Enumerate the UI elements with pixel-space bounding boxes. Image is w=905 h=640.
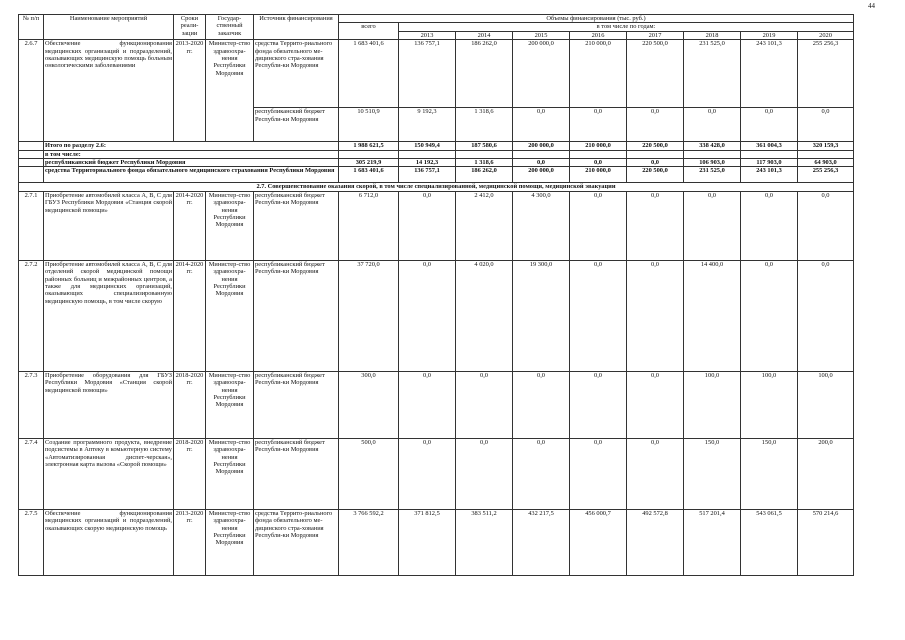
row-total: 3 766 592,2 xyxy=(339,509,399,575)
row-value: 106 903,0 xyxy=(684,159,741,167)
row-term: 2014-2020 гг. xyxy=(174,191,206,260)
totals-row xyxy=(19,167,854,183)
row-value: 210 000,0 xyxy=(570,167,627,183)
row-value: 0,0 xyxy=(741,191,798,260)
row-value: 0,0 xyxy=(513,159,570,167)
row-value: 150 949,4 xyxy=(399,142,456,150)
row-value: 0,0 xyxy=(684,108,741,142)
row-number: 2.7.5 xyxy=(19,509,44,575)
row-value: 0,0 xyxy=(627,438,684,509)
row-value: 186 262,0 xyxy=(456,40,513,108)
row-name: Обеспечение функционирования медицинских организаций и подразделений, оказывающих скорую медицинскую помощь xyxy=(44,509,174,575)
row-value: 0,0 xyxy=(570,260,627,371)
header-year: 2018 xyxy=(684,31,741,39)
header-name: Наименование мероприятий xyxy=(44,15,174,40)
row-total: 1 683 401,6 xyxy=(339,40,399,108)
row-value: 220 500,0 xyxy=(627,142,684,150)
row-value: 210 000,0 xyxy=(570,40,627,108)
row-value: 432 217,5 xyxy=(513,509,570,575)
header-year: 2015 xyxy=(513,31,570,39)
totals-label: средства Территориального фонда обязательного медицинского страхования Республики Мордовия xyxy=(44,167,339,183)
row-value: 0,0 xyxy=(741,260,798,371)
row-value: 0,0 xyxy=(570,191,627,260)
row-source: средства Террито-риального фонда обязательного ме-дицинского стра-хования Республи-ки Мордовия xyxy=(254,40,339,108)
row-total: 6 712,0 xyxy=(339,191,399,260)
row-value: 0,0 xyxy=(570,108,627,142)
section-title: 2.7. Совершенствование оказания скорой, в том числе специализированной, медицинской помощи, медицинской эвакуации xyxy=(19,183,854,191)
row-value: 220 500,0 xyxy=(627,167,684,183)
row-customer: Министер-ство здравоохра-нения Республики Мордовия xyxy=(206,509,254,575)
row-value: 19 300,0 xyxy=(513,260,570,371)
row-value: 14 192,3 xyxy=(399,159,456,167)
header-year: 2019 xyxy=(741,31,798,39)
row-value: 0,0 xyxy=(513,371,570,438)
row-customer: Министер-ство здравоохра-нения Республики Мордовия xyxy=(206,260,254,371)
header-year: 2013 xyxy=(399,31,456,39)
row-value: 0,0 xyxy=(798,191,854,260)
totals-row xyxy=(19,159,854,167)
header-term: Сроки реали-зации xyxy=(174,15,206,40)
financing-table xyxy=(18,14,854,576)
row-total: 37 720,0 xyxy=(339,260,399,371)
row-value: 4 020,0 xyxy=(456,260,513,371)
row-value: 0,0 xyxy=(570,438,627,509)
row-customer: Министер-ство здравоохра-нения Республики Мордовия xyxy=(206,191,254,260)
row-name: Приобретение автомобилей класса А, В, С для отделений скорой медицинской помощи районных больниц и межрайонных центров, а также для медицинских организаций, оказывающих специализированную медицинскую помощь, в том числе скорую xyxy=(44,260,174,371)
header-year: 2014 xyxy=(456,31,513,39)
row-name: Создание программного продукта, внедрение подсистемы в Аптеку в комьютерную систему «Автоматизированная диспет-черская», электронная карта вызова «Скорой помощи» xyxy=(44,438,174,509)
row-value: 0,0 xyxy=(456,438,513,509)
row-value: 543 061,5 xyxy=(741,509,798,575)
row-value: 0,0 xyxy=(513,438,570,509)
row-value: 0,0 xyxy=(627,371,684,438)
row-value: 231 525,0 xyxy=(684,167,741,183)
row-value: 200 000,0 xyxy=(513,40,570,108)
totals-label: республиканский бюджет Республики Мордовия xyxy=(44,159,339,167)
row-total: 1 988 621,5 xyxy=(339,142,399,150)
row-value: 0,0 xyxy=(399,438,456,509)
row-value: 243 101,3 xyxy=(741,167,798,183)
table-row xyxy=(19,191,854,260)
row-value: 0,0 xyxy=(627,108,684,142)
row-value: 100,0 xyxy=(741,371,798,438)
row-value: 0,0 xyxy=(399,371,456,438)
row-value: 200 000,0 xyxy=(513,142,570,150)
header-customer: Государ-ственный заказчик xyxy=(206,15,254,40)
row-value: 517 201,4 xyxy=(684,509,741,575)
row-total: 305 219,9 xyxy=(339,159,399,167)
section-row xyxy=(19,183,854,191)
row-source: республиканский бюджет Республи-ки Мордовия xyxy=(254,260,339,371)
table-row xyxy=(19,40,854,108)
row-value: 0,0 xyxy=(399,191,456,260)
row-value: 0,0 xyxy=(627,191,684,260)
row-source: республиканский бюджет Республи-ки Мордовия xyxy=(254,108,339,142)
row-value: 255 256,3 xyxy=(798,40,854,108)
row-value: 0,0 xyxy=(741,108,798,142)
row-value: 0,0 xyxy=(684,191,741,260)
header-total: всего xyxy=(339,23,399,40)
totals-row xyxy=(19,142,854,150)
row-value: 371 812,5 xyxy=(399,509,456,575)
row-name: Приобретение оборудования для ГБУЗ Республики Мордовия «Станция скорой медицинской помощи» xyxy=(44,371,174,438)
row-customer: Министер-ство здравоохра-нения Республики Мордовия xyxy=(206,438,254,509)
table-row xyxy=(19,509,854,575)
row-value: 150,0 xyxy=(741,438,798,509)
row-value: 150,0 xyxy=(684,438,741,509)
row-value: 361 004,3 xyxy=(741,142,798,150)
header-year: 2020 xyxy=(798,31,854,39)
row-value: 570 214,6 xyxy=(798,509,854,575)
row-value: 200,0 xyxy=(798,438,854,509)
row-value: 456 000,7 xyxy=(570,509,627,575)
header-source: Источник финансирования xyxy=(254,15,339,40)
row-value: 0,0 xyxy=(399,260,456,371)
row-number: 2.7.2 xyxy=(19,260,44,371)
row-value: 383 511,2 xyxy=(456,509,513,575)
row-value: 100,0 xyxy=(798,371,854,438)
row-source: республиканский бюджет Республи-ки Мордовия xyxy=(254,191,339,260)
header-row-1 xyxy=(19,15,854,23)
row-total: 10 510,9 xyxy=(339,108,399,142)
row-source: республиканский бюджет Республи-ки Мордовия xyxy=(254,371,339,438)
row-value: 231 525,0 xyxy=(684,40,741,108)
row-value: 2 412,0 xyxy=(456,191,513,260)
row-name: Приобретение автомобилей класса А, В, С для ГБУЗ Республики Мордовия «Станция скорой медицинской помощи» xyxy=(44,191,174,260)
row-value: 0,0 xyxy=(456,371,513,438)
row-term: 2018-2020 гг. xyxy=(174,438,206,509)
row-name: Обеспечение функционирования медицинских организаций и подразделений, оказывающих медицинскую помощь больным онкологическими заболеваниями xyxy=(44,40,174,142)
row-value: 0,0 xyxy=(798,108,854,142)
header-year: 2017 xyxy=(627,31,684,39)
row-number: 2.7.1 xyxy=(19,191,44,260)
row-value: 492 572,8 xyxy=(627,509,684,575)
row-value: 64 903,0 xyxy=(798,159,854,167)
row-value: 100,0 xyxy=(684,371,741,438)
row-value: 243 101,3 xyxy=(741,40,798,108)
row-number: 2.7.3 xyxy=(19,371,44,438)
row-value: 0,0 xyxy=(627,159,684,167)
totals-row xyxy=(19,150,854,158)
row-value: 320 159,3 xyxy=(798,142,854,150)
table-row xyxy=(19,260,854,371)
row-value: 0,0 xyxy=(570,159,627,167)
row-value: 338 428,0 xyxy=(684,142,741,150)
totals-label: Итого по разделу 2.6: xyxy=(44,142,339,150)
row-value: 200 000,0 xyxy=(513,167,570,183)
row-customer: Министер-ство здравоохра-нения Республики Мордовия xyxy=(206,40,254,142)
row-value: 136 757,1 xyxy=(399,40,456,108)
row-value: 186 262,0 xyxy=(456,167,513,183)
row-customer: Министер-ство здравоохра-нения Республики Мордовия xyxy=(206,371,254,438)
header-no: № п/п xyxy=(19,15,44,40)
row-value: 0,0 xyxy=(570,371,627,438)
row-value: 136 757,1 xyxy=(399,167,456,183)
row-source: республиканский бюджет Республи-ки Мордовия xyxy=(254,438,339,509)
row-term: 2014-2020 гг. xyxy=(174,260,206,371)
row-value: 9 192,3 xyxy=(399,108,456,142)
row-value: 0,0 xyxy=(798,260,854,371)
row-value: 220 500,0 xyxy=(627,40,684,108)
row-value: 0,0 xyxy=(513,108,570,142)
row-total: 500,0 xyxy=(339,438,399,509)
row-value: 14 400,0 xyxy=(684,260,741,371)
row-value: 1 318,6 xyxy=(456,108,513,142)
header-volumes: Объемы финансирования (тыс. руб.) xyxy=(339,15,854,23)
header-including: в том числе по годам: xyxy=(399,23,854,31)
page-number: 44 xyxy=(868,2,875,10)
row-term: 2013-2020 гг. xyxy=(174,509,206,575)
totals-label: в том числе: xyxy=(44,150,339,158)
table-row xyxy=(19,371,854,438)
row-value: 210 000,0 xyxy=(570,142,627,150)
row-term: 2013-2020 гг. xyxy=(174,40,206,142)
row-value: 187 580,6 xyxy=(456,142,513,150)
row-value: 117 903,0 xyxy=(741,159,798,167)
row-number: 2.7.4 xyxy=(19,438,44,509)
row-term: 2018-2020 гг. xyxy=(174,371,206,438)
row-number: 2.6.7 xyxy=(19,40,44,142)
row-total: 300,0 xyxy=(339,371,399,438)
row-value: 0,0 xyxy=(627,260,684,371)
row-value: 255 256,3 xyxy=(798,167,854,183)
row-value: 1 318,6 xyxy=(456,159,513,167)
row-total: 1 683 401,6 xyxy=(339,167,399,183)
table-row xyxy=(19,438,854,509)
header-year: 2016 xyxy=(570,31,627,39)
row-value: 4 300,0 xyxy=(513,191,570,260)
row-source: средства Террито-риального фонда обязательного ме-дицинского стра-хования Республи-ки Мордовия xyxy=(254,509,339,575)
